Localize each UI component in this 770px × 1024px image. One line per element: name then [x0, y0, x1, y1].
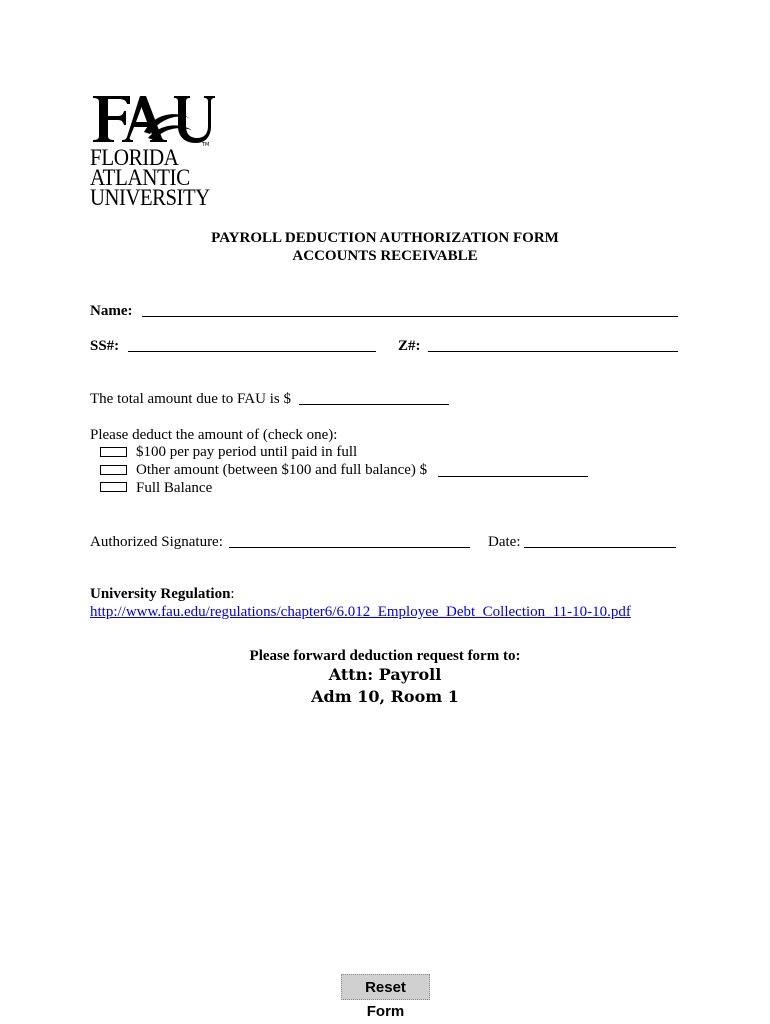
name-label: Name: [90, 303, 133, 319]
reset-form-button[interactable]: Reset Form [341, 974, 430, 1000]
forward-room: Adm 10, Room 1 [311, 687, 459, 706]
regulation-colon: : [230, 586, 235, 602]
name-field[interactable] [142, 316, 678, 317]
fau-logo-mark-icon [90, 92, 216, 146]
logo-atlantic: ATLANTIC [90, 165, 190, 190]
total-amount-field[interactable] [299, 404, 449, 405]
z-label: Z#: [398, 338, 421, 354]
total-amount-label: The total amount due to FAU is $ [90, 391, 291, 407]
logo-university: UNIVERSITY [90, 185, 210, 210]
logo-florida: FLORIDA [90, 145, 179, 170]
svg-text:TM: TM [202, 142, 210, 146]
ss-label: SS#: [90, 338, 120, 354]
regulation-link[interactable]: http://www.fau.edu/regulations/chapter6/6.012_Employee_Debt_Collection_11-10-10.pdf [90, 604, 631, 620]
option-other-label: Other amount (between $100 and full balance) $ [136, 462, 428, 478]
option-full-label: Full Balance [136, 480, 213, 496]
deduct-instruction: Please deduct the amount of (check one): [90, 427, 338, 443]
option-100-label: $100 per pay period until paid in full [136, 444, 358, 460]
signature-label: Authorized Signature: [90, 534, 223, 550]
other-amount-field[interactable] [438, 476, 588, 477]
regulation-heading [90, 585, 235, 603]
form-subtitle: ACCOUNTS RECEIVABLE [292, 248, 478, 264]
fau-logo [90, 92, 216, 212]
date-label: Date: [488, 534, 521, 550]
option-other-checkbox[interactable] [100, 465, 127, 475]
form-title: PAYROLL DEDUCTION AUTHORIZATION FORM [211, 230, 559, 246]
option-100-checkbox[interactable] [100, 447, 127, 457]
date-field[interactable] [524, 547, 676, 548]
z-field[interactable] [428, 351, 678, 352]
regulation-label: University Regulation [90, 586, 231, 602]
signature-field[interactable] [229, 547, 470, 548]
option-full-checkbox[interactable] [100, 482, 127, 492]
forward-instruction: Please forward deduction request form to: [249, 648, 521, 664]
ss-field[interactable] [128, 351, 376, 352]
forward-attn: Attn: Payroll [328, 665, 442, 684]
